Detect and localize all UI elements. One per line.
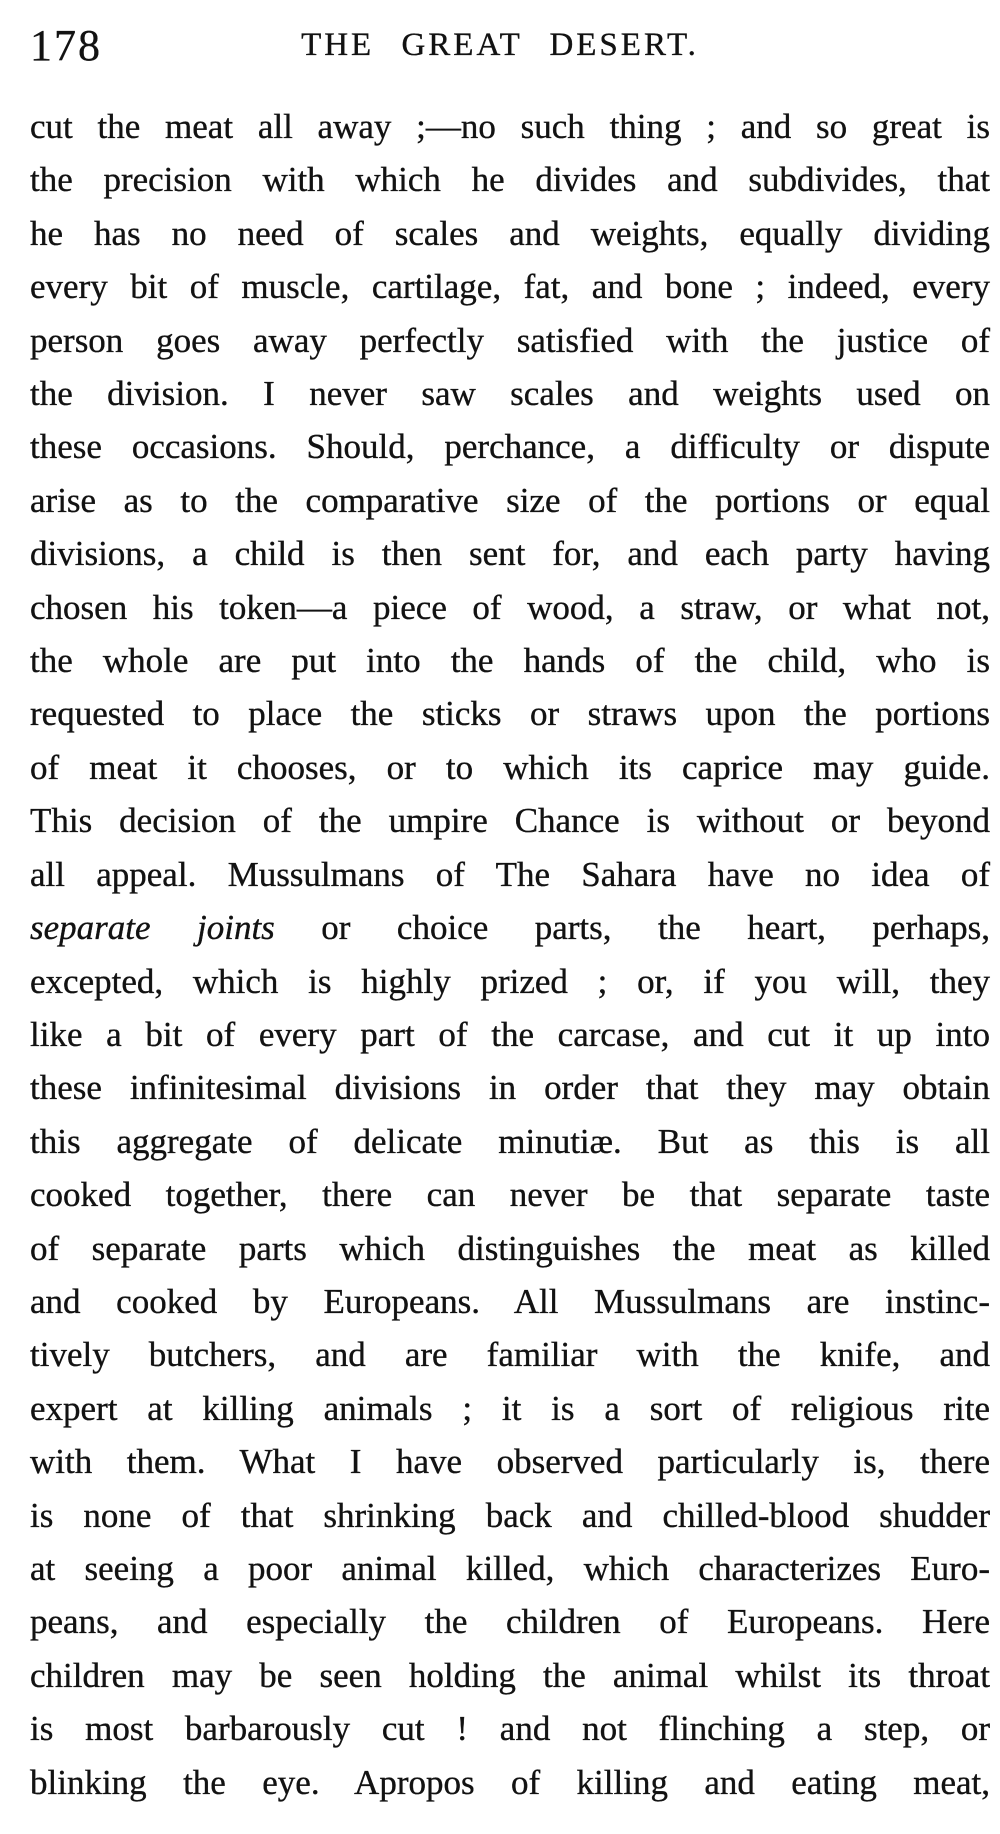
text-line: of separate parts which distinguishes the meat as killed: [30, 1228, 990, 1268]
text-line: chosen his token—a piece of wood, a straw, or what not,: [30, 587, 990, 627]
text-line: tively butchers, and are familiar with the knife, and: [30, 1335, 990, 1375]
text-line: with them. What I have observed particularly is, there: [30, 1442, 990, 1482]
page-number: 178: [30, 21, 102, 70]
text-line: the precision with which he divides and subdivides, that: [30, 160, 990, 200]
text-line: blinking the eye. Apropos of killing and eating meat,: [30, 1762, 990, 1802]
text-line: the division. I never saw scales and weights used on: [30, 374, 990, 414]
text-line: these infinitesimal divisions in order that they may obtain: [30, 1068, 990, 1108]
text-line: excepted, which is highly prized ; or, if you will, they: [30, 961, 990, 1001]
text-line: and cooked by Europeans. All Mussulmans are instinc-: [30, 1281, 990, 1321]
text-line: This decision of the umpire Chance is without or beyond: [30, 801, 990, 841]
text-line: like a bit of every part of the carcase, and cut it up into: [30, 1014, 990, 1054]
text-line: these occasions. Should, perchance, a difficulty or dispute: [30, 427, 990, 467]
text-line: peans, and especially the children of Europeans. Here: [30, 1602, 990, 1642]
text-line: requested to place the sticks or straws upon the portions: [30, 694, 990, 734]
running-title: THE GREAT DESERT.: [301, 27, 699, 63]
text-line: he has no need of scales and weights, equally dividing: [30, 213, 990, 253]
text-line: all appeal. Mussulmans of The Sahara have no idea of: [30, 854, 990, 894]
body-text: [30, 100, 990, 1809]
italic-phrase: separate joints: [30, 908, 275, 948]
text-line: expert at killing animals ; it is a sort of religious rite: [30, 1388, 990, 1428]
text-line: every bit of muscle, cartilage, fat, and bone ; indeed, every: [30, 267, 990, 307]
text-line: is most barbarously cut ! and not flinching a step, or: [30, 1709, 990, 1749]
text-line: divisions, a child is then sent for, and each party having: [30, 534, 990, 574]
page-header: [0, 0, 1000, 90]
text-line: cooked together, there can never be that separate taste: [30, 1175, 990, 1215]
text-line: at seeing a poor animal killed, which characterizes Euro-: [30, 1548, 990, 1588]
text-line: separate joints or choice parts, the heart, perhaps,: [30, 908, 990, 948]
text-line: person goes away perfectly satisfied with the justice of: [30, 320, 990, 360]
text-line: is none of that shrinking back and chilled-blood shudder: [30, 1495, 990, 1535]
text-line: arise as to the comparative size of the portions or equal: [30, 480, 990, 520]
text-line: this aggregate of delicate minutiæ. But as this is all: [30, 1121, 990, 1161]
text-line: of meat it chooses, or to which its caprice may guide.: [30, 747, 990, 787]
text-line: the whole are put into the hands of the child, who is: [30, 641, 990, 681]
text-line: children may be seen holding the animal whilst its throat: [30, 1655, 990, 1695]
text-line: cut the meat all away ;—no such thing ; and so great is: [30, 107, 990, 146]
